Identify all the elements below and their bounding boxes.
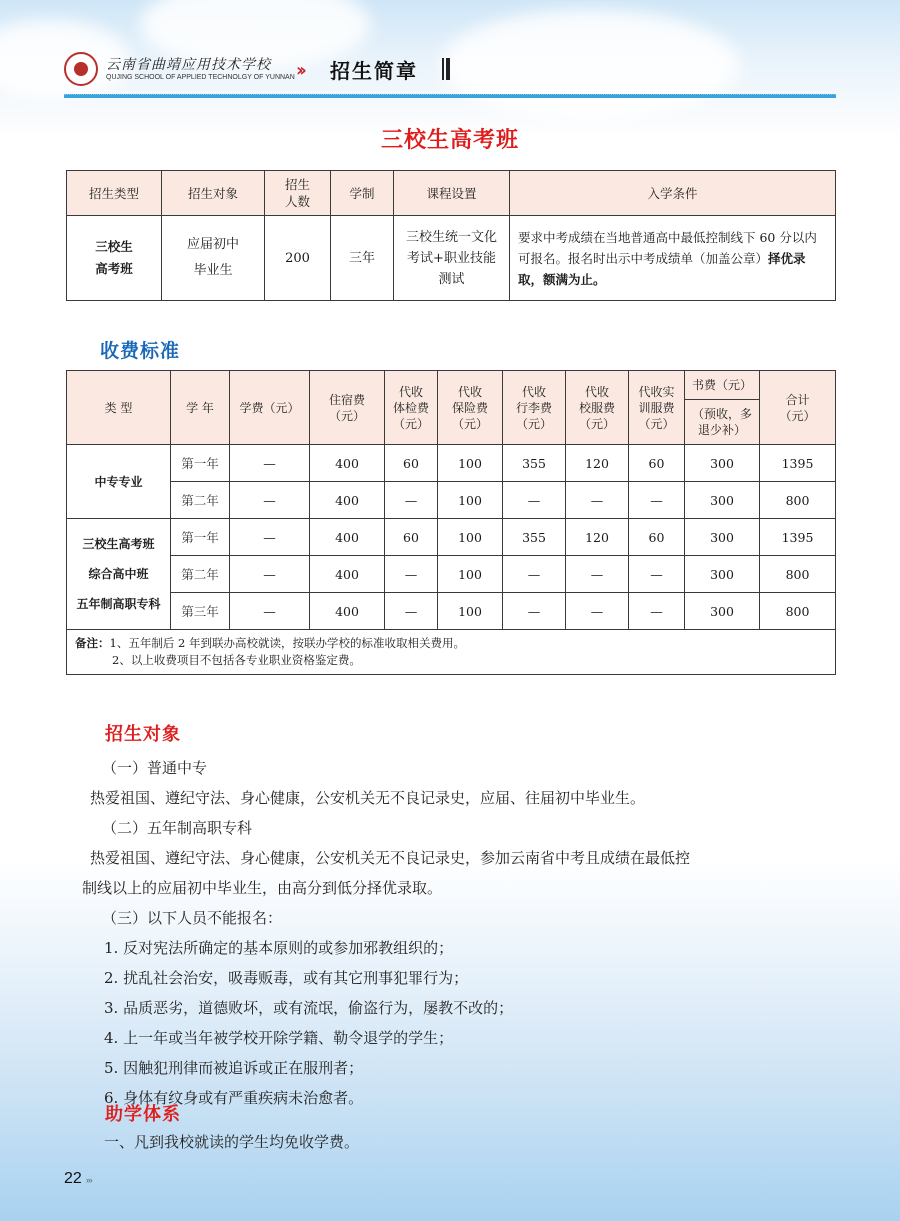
header-line: 代收	[584, 384, 609, 399]
header-line: （元）	[392, 416, 429, 431]
cell-line: 应届初中	[186, 237, 239, 252]
header-line: 人数	[284, 194, 310, 209]
dorm-cell: 400	[310, 593, 385, 630]
books-cell: 300	[685, 482, 760, 519]
year-cell: 第三年	[171, 593, 230, 630]
text-line: 一、凡到我校就读的学生均免收学费。	[104, 1133, 360, 1151]
page-header	[64, 52, 836, 92]
year-cell: 第二年	[171, 482, 230, 519]
books-cell: 300	[685, 593, 760, 630]
school-name-cn: 云南省曲靖应用技术学校	[106, 57, 271, 73]
books-cell: 300	[685, 519, 760, 556]
tuition-cell: —	[230, 519, 310, 556]
text-line: 2. 扰乱社会治安，吸毒贩毒，或有其它刑事犯罪行为；	[104, 969, 469, 987]
header-line: （元）	[779, 408, 816, 423]
header-line: 行李费	[515, 400, 552, 415]
header-line: （元）	[638, 416, 675, 431]
note-text: 1、五年制后 2 年到联办高校就读，按联办学校的标准收取相关费用。	[109, 636, 465, 650]
insurance-cell: 100	[438, 519, 503, 556]
cell-line: 毕业生	[193, 263, 233, 278]
cell-line: 五年制高职专科	[76, 597, 161, 611]
note-line	[75, 635, 827, 652]
insurance-cell: 100	[438, 556, 503, 593]
header-cell: 学 年	[171, 371, 230, 445]
cell-line: 高考班	[95, 261, 133, 276]
bar-mark-icon	[442, 58, 450, 80]
luggage-cell: —	[503, 556, 566, 593]
books-cell: 300	[685, 556, 760, 593]
medical-cell: 60	[385, 519, 438, 556]
header-cell: 书费（元）	[685, 371, 760, 400]
year-cell: 第二年	[171, 556, 230, 593]
fee-table-title: 收费标准	[100, 340, 181, 362]
uniform-cell: —	[566, 482, 629, 519]
cell-line: 三校生高考班	[82, 537, 155, 551]
header-cell	[503, 371, 566, 445]
tuition-cell: —	[230, 556, 310, 593]
duration-cell: 三年	[331, 216, 394, 301]
class-type-cell	[67, 216, 162, 301]
header-line: 代收	[398, 384, 423, 399]
header-line: 合计	[785, 392, 810, 407]
count-cell: 200	[265, 216, 331, 301]
header-cell	[629, 371, 685, 445]
cell-line: 考试+职业技能	[407, 250, 496, 266]
target-cell	[162, 216, 265, 301]
text-line: （三）以下人员不能报名：	[102, 909, 283, 927]
table-row	[67, 482, 836, 519]
medical-cell: —	[385, 482, 438, 519]
chevron-right-icon: ›››	[85, 1175, 92, 1185]
course-cell	[394, 216, 510, 301]
uniform-cell: 120	[566, 445, 629, 482]
text-line: 热爱祖国、遵纪守法、身心健康，公安机关无不良记录史，应届、往届初中毕业生。	[90, 789, 646, 807]
training-cell: 60	[629, 445, 685, 482]
text-line: 4. 上一年或当年被学校开除学籍、勒令退学的学生；	[104, 1029, 454, 1047]
header-line: 代收	[457, 384, 482, 399]
text-line: 热爱祖国、遵纪守法、身心健康，公安机关无不良记录史，参加云南省中考且成绩在最低控	[90, 849, 691, 867]
fee-type-cell	[67, 445, 171, 519]
chevron-right-icon: ››	[296, 60, 303, 81]
page-number-text: 22	[64, 1170, 82, 1187]
luggage-cell: 355	[503, 519, 566, 556]
insurance-cell: 100	[438, 445, 503, 482]
notes-row	[67, 630, 836, 675]
year-cell: 第一年	[171, 519, 230, 556]
header-divider	[64, 94, 836, 98]
training-cell: 60	[629, 519, 685, 556]
page-number	[64, 1170, 92, 1188]
insurance-cell: 100	[438, 482, 503, 519]
cell-line: 综合高中班	[88, 567, 149, 581]
total-cell: 800	[760, 482, 836, 519]
header-line: 校服费	[578, 400, 615, 415]
text-line: 3. 品质恶劣，道德败坏，或有流氓，偷盗行为，屡教不改的；	[104, 999, 514, 1017]
header-line: （元）	[515, 416, 552, 431]
insurance-cell: 100	[438, 593, 503, 630]
condition-text: 要求中考成绩在当地普通高中最低控制线下 60 分以内可报名。报名时出示中考成绩单（加盖公章）	[518, 229, 817, 266]
header-line: 住宿费	[328, 392, 365, 407]
dorm-cell: 400	[310, 519, 385, 556]
header-line: （元）	[451, 416, 488, 431]
header-line: 保险费	[451, 400, 488, 415]
text-line: 5. 因触犯刑律而被追诉或正在服刑者；	[104, 1059, 364, 1077]
header-cell: 类 型	[67, 371, 171, 445]
header-cell	[385, 371, 438, 445]
header-line: 代收	[521, 384, 546, 399]
table-row	[67, 216, 836, 301]
fee-table	[66, 370, 836, 675]
year-cell: 第一年	[171, 445, 230, 482]
table-header-row	[67, 171, 836, 216]
tuition-cell: —	[230, 593, 310, 630]
uniform-cell: —	[566, 593, 629, 630]
total-cell: 1395	[760, 519, 836, 556]
cell-line: 测试	[438, 271, 465, 287]
text-line: 制线以上的应届初中毕业生，由高分到低分择优录取。	[82, 879, 443, 897]
table-header-row	[67, 371, 836, 400]
notes-label: 备注：	[75, 636, 110, 650]
header-cell	[310, 371, 385, 445]
header-cell	[438, 371, 503, 445]
uniform-cell: —	[566, 556, 629, 593]
header-cell: 招生对象	[162, 171, 265, 216]
header-line: 代收实	[638, 384, 675, 399]
aid-text	[90, 1127, 842, 1157]
table-row	[67, 556, 836, 593]
header-cell: 学费（元）	[230, 371, 310, 445]
tuition-cell: —	[230, 445, 310, 482]
cell-line: 三校生统一文化	[405, 229, 497, 245]
header-line: 退少补）	[697, 423, 746, 437]
table-row	[67, 593, 836, 630]
books-cell: 300	[685, 445, 760, 482]
notes-cell	[67, 630, 836, 675]
condition-cell	[510, 216, 836, 301]
school-logo-icon	[64, 52, 98, 86]
training-cell: —	[629, 556, 685, 593]
cell-line: 中专专业	[94, 474, 143, 489]
luggage-cell: 355	[503, 445, 566, 482]
header-cell: 学制	[331, 171, 394, 216]
header-line: （元）	[328, 408, 365, 423]
header-line: （元）	[578, 416, 615, 431]
header-cell	[760, 371, 836, 445]
header-line: 体检费	[392, 400, 429, 415]
class-table	[66, 170, 836, 301]
tuition-cell: —	[230, 482, 310, 519]
header-line: 训服费	[638, 400, 675, 415]
header-line: （预收，多	[691, 407, 752, 421]
header-cell	[566, 371, 629, 445]
text-line: 1. 反对宪法所确定的基本原则的或参加邪教组织的；	[104, 939, 454, 957]
text-line: （二）五年制高职专科	[102, 819, 253, 837]
header-cell	[685, 400, 760, 445]
header-cell: 招生类型	[67, 171, 162, 216]
school-name-en: QUJING SCHOOL OF APPLIED TECHNOLGY OF YUNNAN	[106, 74, 295, 81]
medical-cell: —	[385, 593, 438, 630]
text-line: （一）普通中专	[102, 759, 208, 777]
fee-type-cell	[67, 519, 171, 630]
table-row	[67, 445, 836, 482]
total-cell: 800	[760, 556, 836, 593]
table-row	[67, 519, 836, 556]
training-cell: —	[629, 593, 685, 630]
condition-bold-text: 择优录取，额满为止。	[518, 250, 806, 287]
header-line: 招生	[284, 177, 310, 192]
luggage-cell: —	[503, 593, 566, 630]
dorm-cell: 400	[310, 556, 385, 593]
admission-title: 招生对象	[105, 724, 181, 745]
medical-cell: 60	[385, 445, 438, 482]
header-cell: 课程设置	[394, 171, 510, 216]
aid-title: 助学体系	[105, 1104, 181, 1125]
dorm-cell: 400	[310, 445, 385, 482]
class-table-title: 三校生高考班	[380, 128, 519, 153]
dorm-cell: 400	[310, 482, 385, 519]
note-line: 2、以上收费项目不包括各专业职业资格鉴定费。	[112, 653, 361, 667]
medical-cell: —	[385, 556, 438, 593]
header-cell: 入学条件	[510, 171, 836, 216]
header-cell	[265, 171, 331, 216]
text-line: 6. 身体有纹身或有严重疾病未治愈者。	[104, 1089, 364, 1107]
luggage-cell: —	[503, 482, 566, 519]
section-title: 招生简章	[330, 59, 418, 83]
admission-text	[82, 753, 842, 1113]
total-cell: 800	[760, 593, 836, 630]
total-cell: 1395	[760, 445, 836, 482]
training-cell: —	[629, 482, 685, 519]
uniform-cell: 120	[566, 519, 629, 556]
cell-line: 三校生	[95, 239, 133, 254]
fee-table-body	[67, 445, 836, 630]
